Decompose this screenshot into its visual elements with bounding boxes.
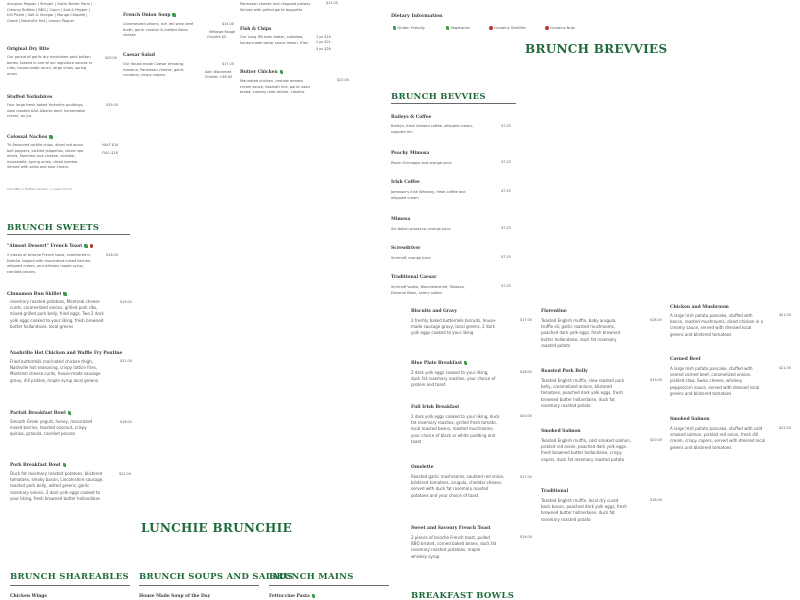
item-name: Fettuccine Pasta (269, 594, 315, 599)
legend-shellfish: Contains Shellfish (487, 26, 526, 30)
legend-nuts: Contains Nuts (543, 26, 575, 30)
section-title-brunch-soups-salads: BRUNCH SOUPS AND SALADS (139, 572, 294, 582)
item-price: $18.00 (650, 498, 662, 502)
item-extra: Mélange Rouge (209, 30, 236, 34)
item-desc: Our pound of garlic dry marinated pork button bones, tossed in one of our signature sauces or rubs, house-made ranch, large chips, spring onion (7, 55, 93, 76)
item-price: $19.00 (650, 378, 662, 382)
item-desc: Caramelized onions, rich red wine beef broth, garlic crostini & melted Swiss cheese (123, 22, 194, 38)
item-desc: 2 dark yolk eggs cooked to your liking, duck fat rosemary roasties, your choice of protein and toast (411, 370, 496, 388)
item-name: Chicken and Mushroom (670, 305, 729, 310)
item-desc: Marinated chicken, cashew tomato cream sauce, basmati rice, garlic naan bread, creamy raita drizzle, cilantro. (240, 79, 310, 95)
item-price: 3 pc $26 (316, 47, 331, 51)
item-name: Cinnamon Bun Skillet (7, 292, 67, 297)
dot-icon (545, 26, 549, 30)
item-name: Parfait Breakfast Bowl (10, 411, 71, 416)
item-price: $19.00 (106, 103, 118, 107)
item-extra: Gruyère $5 (207, 35, 227, 39)
section-divider (7, 234, 130, 235)
legend-gluten-friendly: Gluten Friendly (391, 26, 425, 30)
item-desc: Fried buttermilk marinated chicken thigh, Nashville hot seasoning, crispy lattice fries, Montreal cheese curds, house-made sausage gravy, dill pickles, maple syrup local greens. (10, 359, 101, 383)
item-name: Original Dry Bite (7, 47, 50, 52)
item-name: Blue Plate Breakfast (411, 361, 467, 366)
item-name: Colossal Nachos (7, 135, 53, 140)
item-price: FULL $18 (102, 151, 118, 155)
item-name: House Made Soup of the Day (139, 594, 211, 599)
item-name: French Onion Soup (123, 13, 176, 18)
dot-icon (489, 26, 493, 30)
item-price: $17.00 (520, 318, 532, 322)
item-name: Stuffed Yorkshires (7, 95, 53, 100)
dietary-info-title: Dietary Information (391, 14, 443, 19)
item-price: $16.00 (120, 420, 132, 424)
section-title-brunch-mains: BRUNCH MAINS (269, 572, 354, 582)
drink-price: $7.25 (501, 160, 511, 164)
item-name: "Almost Dessert" French Toast (7, 244, 93, 249)
item-price: $18.00 (106, 253, 118, 257)
section-title-breakfast-bowls: BREAKFAST BOWLS (411, 591, 515, 600)
item-price: $22.00 (119, 472, 131, 476)
item-desc: A large Irish potato pancake, stuffed with cold smoked salmon, pickled red onion, fresh dill cream, crispy capers, served with dressed local greens and blistered tomatoes (670, 426, 766, 450)
leaf-icon (446, 26, 449, 29)
drink-desc: Jameson's Irish Whiskey, fresh coffee and whipped cream (391, 190, 466, 200)
vegetarian-icon (312, 594, 315, 597)
section-divider (10, 585, 130, 586)
item-price: 1 pc $16 (316, 35, 331, 39)
legend-vegetarian: Vegetarian (444, 26, 470, 30)
item-price: $19.00 (520, 535, 532, 539)
item-desc: Toasted English muffin, baby arugula, truffle oil, garlic roasted mushrooms, poached dark yolk eggs, fresh browned butter hollandaise, duck fat rosemary roasted potato (541, 318, 621, 348)
section-title-brunch-sweets: BRUNCH SWEETS (7, 223, 100, 233)
item-name: Caesar Salad (123, 53, 155, 58)
vegetarian-icon (172, 13, 175, 16)
item-price: $17.00 (222, 62, 234, 66)
drink-price: $7.25 (501, 255, 511, 259)
wing-flavours-list: Scorpion Pepper | Teriyaki | Garlic Butter Parm | Creamy Buffalo | BBQ | Cajun | Salt & Pepper | Dill Pickle | Salt & Vinegar | Mango Chipotle | Greek | Nashville Hot | Lemon Pepper (7, 2, 93, 23)
item-price: $22.00 (337, 78, 349, 82)
drink-name: Mimosa (391, 217, 411, 222)
item-desc: Our Long IPA beer batter, coleslaw, house-made tartar sauce lemon, fries (240, 35, 308, 45)
drink-price: $7.25 (501, 284, 511, 288)
item-name: Chicken Wings (10, 594, 47, 599)
drink-price: $7.25 (501, 124, 511, 128)
section-divider (391, 103, 516, 104)
gluten-friendly-icon (49, 135, 52, 138)
gluten-friendly-icon (464, 361, 467, 364)
drink-name: Traditional Caesar (391, 275, 437, 280)
item-name: Corned Beef (670, 357, 701, 362)
item-price: 2 pc $21 (316, 40, 331, 44)
drink-desc: Smirnoff Vodka, Worcestershire, Tabasco, Extreme Bean, celery salted (391, 285, 466, 295)
item-name: Smoked Salmon (541, 429, 581, 434)
item-price: $21.00 (779, 366, 791, 370)
section-title-brunch-shareables: BRUNCH SHAREABLES (10, 572, 129, 582)
item-desc: Roasted garlic mushrooms, sautéed red onion, blistered tomatoes, arugula, cheddar cheese, served with duck fat rosemary roasted potatoes and your choice of toast (411, 474, 505, 498)
vegetarian-icon (63, 292, 66, 295)
item-price: $17.00 (520, 475, 532, 479)
item-desc: A large Irish potato pancake, stuffed with bacon, roasted mushrooms, diced chicken in a creamy sauce, served with dressed local greens and blistered tomatoes (670, 313, 764, 337)
section-title-lunchie-brunchie: LUNCHIE BRUNCHIE (141, 521, 293, 535)
item-name: Pork Breakfast Bowl (10, 463, 66, 468)
item-name: Roasted Pork Belly (541, 369, 588, 374)
item-name: Sweet and Savoury French Toast (411, 526, 491, 531)
item-desc: Toasted English muffin, cold smoked salmon, pickled red onion, poached dark yolk eggs, fresh browned butter hollandaise, crispy capers, duck fat rosemary roasted potato (541, 438, 631, 462)
vegetarian-icon (84, 244, 87, 247)
item-name: Florentine (541, 309, 567, 314)
drink-name: Baileys & Coffee (391, 115, 432, 120)
contains-nuts-icon (90, 244, 94, 248)
item-desc: Toasted English muffin, local dry cured back bacon, poached dark yolk eggs, fresh browned butter hollandaise, duck fat rosemary roasted potato (541, 498, 627, 522)
item-desc: 2 dark yolk eggs cooked to your liking, duck fat rosemary roasties, grilled fresh tomato, local roasted beans, roasted mushrooms, your choice of black or white pudding and toast (411, 414, 500, 444)
gluten-friendly-icon (280, 70, 283, 73)
item-price: $14.00 (222, 22, 234, 26)
item-desc: Tri-flavoured tortilla chips, diced red onion, bell peppers, pickled jalapeños, sliced ripe olives, Montreal jack cheese, cheddar, mozzarella, spring onion, diced tomato. Served with salsa and sour cream. (7, 143, 85, 170)
item-name: Omelette (411, 465, 434, 470)
drink-price: $7.25 (501, 226, 511, 230)
drink-name: Screwdriver (391, 246, 421, 251)
item-name: Smoked Salmon (670, 417, 710, 422)
item-name: Traditional (541, 489, 569, 494)
item-price: $22.00 (779, 426, 791, 430)
item-desc: Parmesan cheese and chopped parsley Served with grilled garlic baguette (240, 2, 311, 12)
item-name: Full Irish Breakfast (411, 405, 460, 410)
item-price: $20.00 (650, 438, 662, 442)
item-desc: rosemary roasted potatoes, Montreal cheese curds, caramelized onions, grilled pork ribs, mixed grilled pork belly, fried eggs. Two 2 dark yolk eggs cooked to your liking, fresh browned butter hollandaise, local greens (10, 299, 104, 329)
item-name: Fish & Chips (240, 27, 272, 32)
section-title-brunch-brevvies: BRUNCH BREVVIES (525, 42, 668, 56)
item-price: $21.00 (779, 313, 791, 317)
item-desc: A large Irish potato pancake, stuffed with seared corned beef, caramelized onions, pickled slaw, Swiss cheese, whiskey peppercorn sauce, served with dressed local greens and blistered tomatoes (670, 366, 760, 396)
item-name: Butter Chicken (240, 70, 283, 75)
item-desc: Smooth Greek yogurt, honey, macerated mixed berries, toasted coconut, crispy quinoa, granola, candied pecans (10, 419, 93, 437)
item-desc: 2 freshly baked buttermilk biscuits, house-made sausage gravy, local greens, 2 dark yolk eggs cooked to your liking (411, 318, 497, 336)
item-desc: 2 pieces of brioche French toast, pulled BBQ brisket, corned baked beans, duck fat rosemary roasted potatoes, maple whiskey syrup (411, 535, 497, 559)
drink-price: $7.25 (501, 189, 511, 193)
drink-desc: Baileys, fresh brewed coffee, whipped cream, sugared rim (391, 124, 473, 134)
section-divider (139, 585, 259, 586)
leaf-icon (393, 26, 396, 29)
item-extra: Chicken +$6.00 (205, 75, 233, 79)
drink-name: Irish Coffee (391, 180, 420, 185)
item-price: $16.00 (520, 370, 532, 374)
drink-desc: Sol Italian prosecco, orange juice (391, 227, 451, 231)
item-desc: Our house-made Caesar dressing, romaine, Parmesan cheese, garlic croutons, crispy capers. (123, 62, 185, 78)
drink-desc: Peach Schnapps and orange juice (391, 161, 452, 165)
item-price: $12.00 (326, 1, 338, 5)
item-price: $20.00 (520, 414, 532, 418)
drink-name: Peachy Mimosa (391, 151, 430, 156)
item-desc: 2 pieces of brioche French toast, smothered in Nutella, topped with macerated mixed berries, whipped cream, and whiskey maple syrup, candied pecans (7, 253, 92, 274)
section-divider (269, 585, 389, 586)
item-price: HALF $14 (102, 143, 119, 147)
item-extra: Add: Blackened (205, 70, 232, 74)
item-desc: Toasted English muffin, slow roasted pork belly, caramelized onions, blistered tomatoes, poached dark yolk eggs, fresh browned butter hollandaise, duck fat rosemary roasted potato (541, 378, 625, 408)
item-note: Add BBQ or Buffalo chicken, or beef chili $7 (7, 187, 73, 191)
section-title-brunch-bevvies: BRUNCH BEVVIES (391, 92, 486, 102)
gluten-friendly-icon (63, 463, 66, 466)
item-price: $21.00 (120, 359, 132, 363)
item-price: $19.00 (120, 300, 132, 304)
item-desc: Four large fresh baked Yorkshire puddings, slow roasted AAA Alberta beef, horseradish cream, au jus (7, 103, 86, 119)
item-price: $20.00 (105, 56, 117, 60)
item-price: $18.00 (650, 318, 662, 322)
item-desc: Duck fat rosemary roasted potatoes, blistered tomatoes, smoky bacon, Lincolnshire sausage, roasted pork belly, wilted greens, garlic rosemary onions, 2 dark yolk eggs cooked to your liking, fresh browned butter hollandaise (10, 471, 104, 501)
drink-desc: Smirnoff, orange juice (391, 256, 431, 260)
item-name: Nashville Hot Chicken and Waffle Fry Poutine (10, 351, 123, 356)
item-name: Biscuits and Gravy (411, 309, 458, 314)
vegetarian-icon (68, 411, 71, 414)
